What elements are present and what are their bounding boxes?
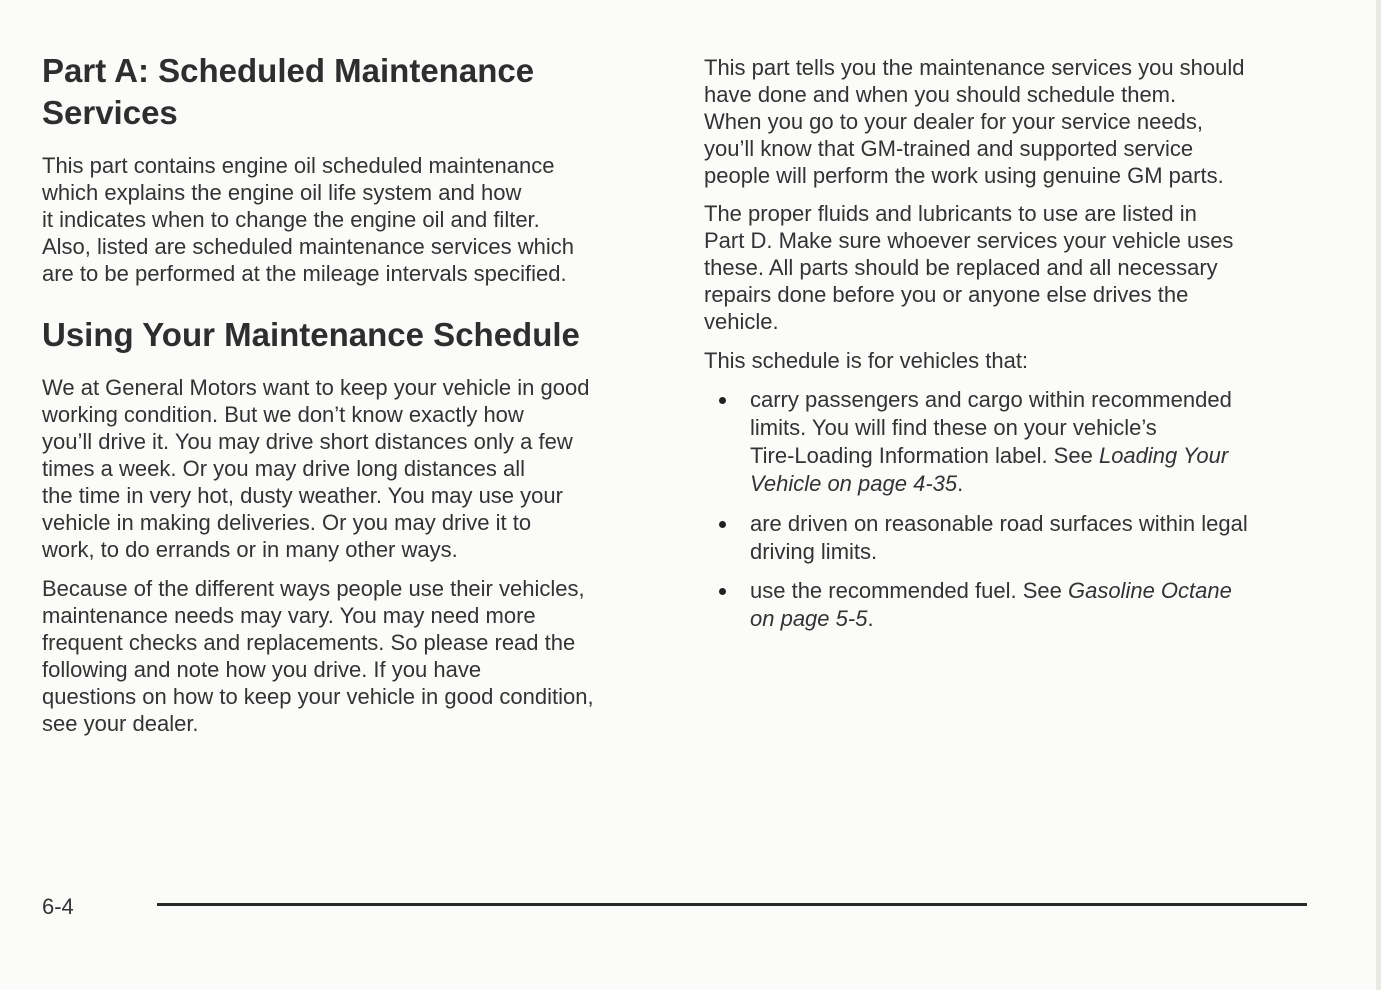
text-line: driving limits. <box>750 539 878 564</box>
bullet-icon <box>719 397 726 404</box>
bullet-icon <box>719 588 726 595</box>
bullet-icon <box>719 521 726 528</box>
page-number: 6-4 <box>42 894 74 919</box>
text-line: you’ll know that GM-trained and supported service <box>704 136 1194 161</box>
text-line <box>750 442 1309 470</box>
right-paragraph-3 <box>704 347 1028 374</box>
heading-part-a-line1: Part A: Scheduled Maintenance <box>42 52 535 89</box>
list-item <box>704 577 1309 633</box>
text-line: you’ll drive it. You may drive short distances only a few <box>42 429 573 454</box>
text-line: maintenance needs may vary. You may need more <box>42 603 536 628</box>
cross-reference-link: Gasoline Octane <box>1067 578 1232 603</box>
text-line: have done and when you should schedule them. <box>704 82 1177 107</box>
heading-maintenance-schedule: Using Your Maintenance Schedule <box>42 316 580 353</box>
text-line: which explains the engine oil life system and how <box>42 180 522 205</box>
text-line: working condition. But we don’t know exactly how <box>42 402 524 427</box>
text-line: people will perform the work using genuine GM parts. <box>704 163 1224 188</box>
list-item <box>704 510 1309 566</box>
text-line: Also, listed are scheduled maintenance services which <box>42 234 574 259</box>
text-line: carry passengers and cargo within recommended <box>750 387 1232 412</box>
list-item <box>704 386 1309 498</box>
text-segment: . <box>867 606 874 631</box>
text-segment: Tire-Loading Information label. See <box>750 443 1099 468</box>
text-line <box>750 577 1309 605</box>
text-line: We at General Motors want to keep your vehicle in good <box>42 375 590 400</box>
text-segment: use the recommended fuel. See <box>750 578 1068 603</box>
text-line: the time in very hot, dusty weather. You may use your <box>42 483 563 508</box>
text-line: vehicle. <box>704 309 779 334</box>
text-line: are to be performed at the mileage intervals specified. <box>42 261 567 286</box>
page-footer <box>42 893 1307 923</box>
vehicle-conditions-list <box>704 386 1309 633</box>
text-line <box>750 470 1309 498</box>
text-line: limits. You will find these on your vehicle’s <box>750 415 1157 440</box>
text-line: frequent checks and replacements. So please read the <box>42 630 576 655</box>
cross-reference-link: Vehicle on page 4-35 <box>750 471 958 496</box>
right-paragraph-2 <box>704 200 1233 335</box>
text-line: This schedule is for vehicles that: <box>704 348 1029 373</box>
text-line: Because of the different ways people use their vehicles, <box>42 576 585 601</box>
footer-rule <box>157 903 1307 906</box>
text-line: are driven on reasonable road surfaces within legal <box>750 511 1248 536</box>
text-line: Part D. Make sure whoever services your vehicle uses <box>704 228 1234 253</box>
text-line: When you go to your dealer for your service needs, <box>704 109 1203 134</box>
right-paragraph-1 <box>704 54 1245 189</box>
schedule-paragraph-1 <box>42 374 589 563</box>
text-line: repairs done before you or anyone else drives the <box>704 282 1189 307</box>
text-line: it indicates when to change the engine oil and filter. <box>42 207 540 232</box>
text-line: these. All parts should be replaced and all necessary <box>704 255 1218 280</box>
text-line <box>750 605 1309 633</box>
text-line: This part contains engine oil scheduled maintenance <box>42 153 555 178</box>
page-edge-shadow <box>1376 0 1381 990</box>
text-line: see your dealer. <box>42 711 199 736</box>
text-line: following and note how you drive. If you have <box>42 657 482 682</box>
text-line: times a week. Or you may drive long distances all <box>42 456 525 481</box>
text-line: This part tells you the maintenance services you should <box>704 55 1245 80</box>
heading-part-a <box>42 50 642 134</box>
heading-part-a-line2: Services <box>42 94 178 131</box>
text-line: questions on how to keep your vehicle in good condition, <box>42 684 594 709</box>
text-line: The proper fluids and lubricants to use are listed in <box>704 201 1197 226</box>
schedule-paragraph-2 <box>42 575 594 737</box>
cross-reference-link: Loading Your <box>1098 443 1229 468</box>
intro-paragraph <box>42 152 574 287</box>
cross-reference-link: on page 5-5 <box>750 606 868 631</box>
text-line: vehicle in making deliveries. Or you may drive it to <box>42 510 532 535</box>
text-segment: . <box>957 471 964 496</box>
text-line: work, to do errands or in many other ways. <box>42 537 458 562</box>
